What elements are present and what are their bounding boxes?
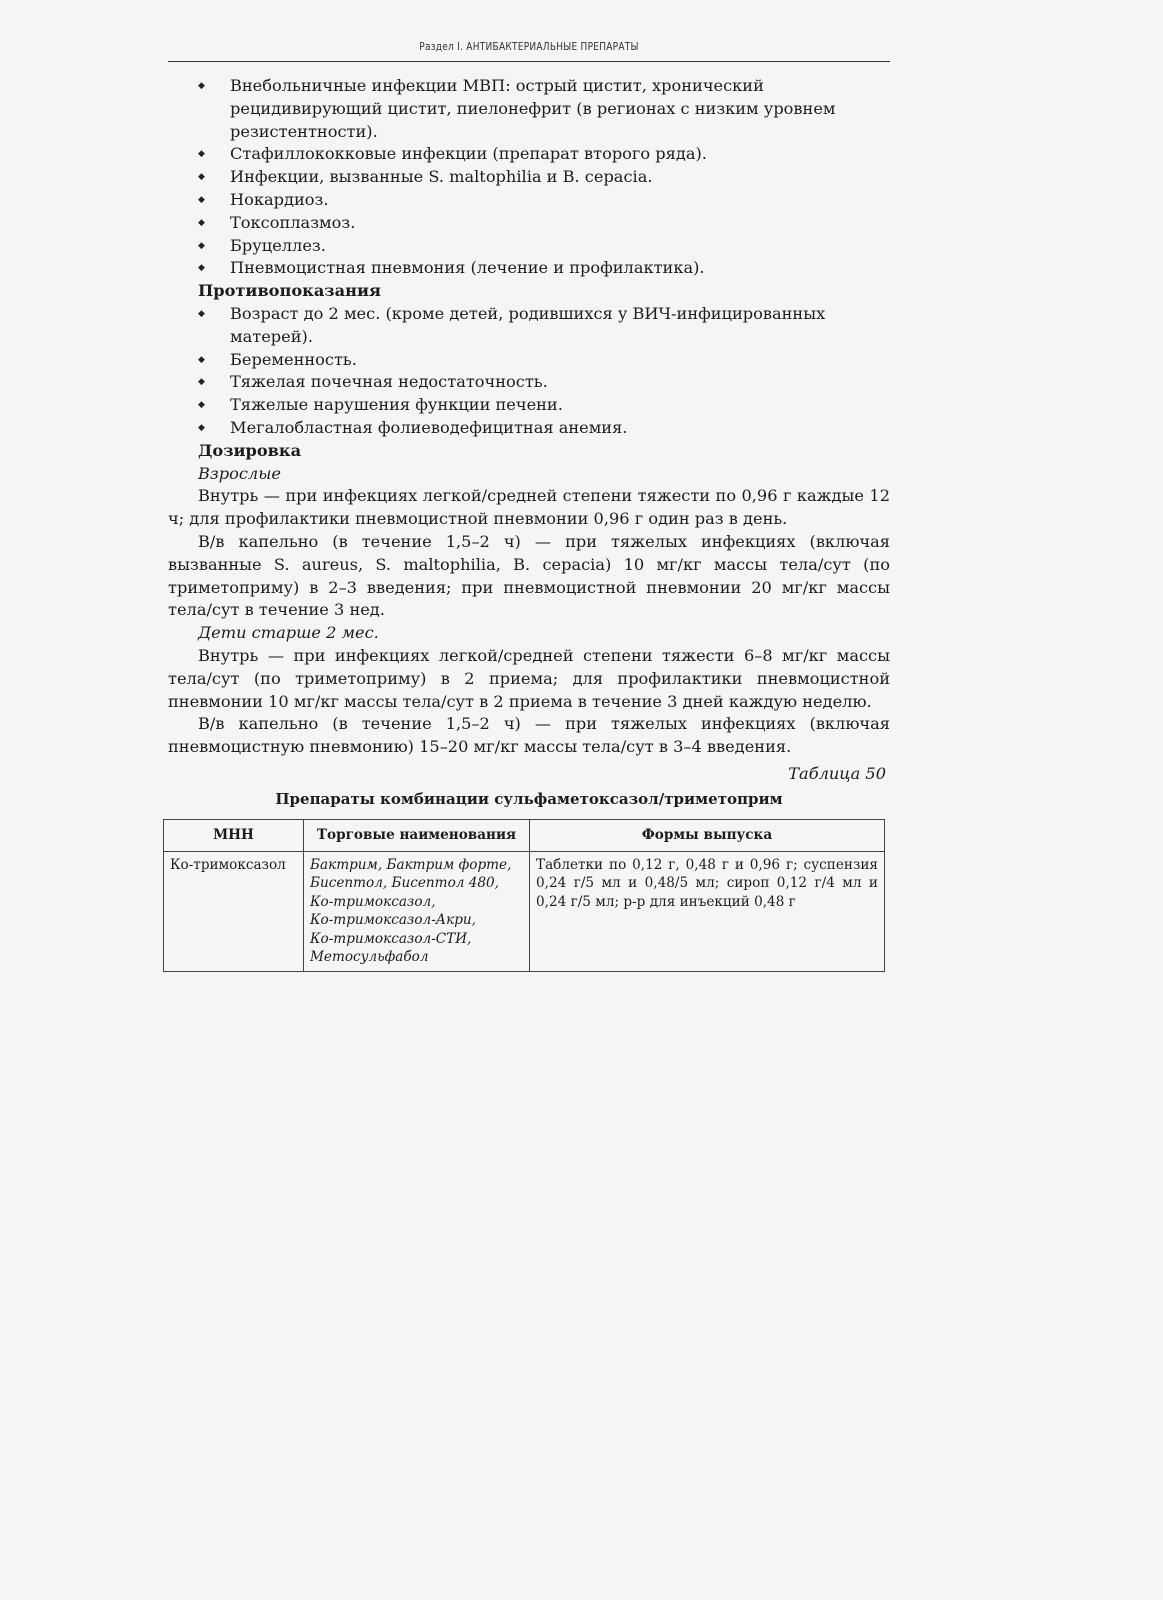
trade-name-line: Бисептол, Бисептол 480, (310, 875, 500, 891)
table-row (164, 851, 885, 971)
trade-name-line: Ко-тримоксазол, (310, 893, 436, 910)
adults-iv-paragraph: В/в капельно (в течение 1,5–2 ч) — при тяжелых инфекциях (включая вызванные S. aureus, S. maltophilia, B. cepacia) 10 мг/кг массы тела/сут (по триметоприму) в 2–3 введения; при пневмоцистной пневмонии 20 мг/кг массы тела/сут в течение 3 нед. (168, 531, 890, 620)
contraindications-heading: Противопоказания (198, 281, 381, 301)
drug-table (163, 819, 885, 972)
list-item: ◆ Беременность. (168, 349, 890, 372)
adults-oral-paragraph: Внутрь — при инфекциях легкой/средней степени тяжести по 0,96 г каждые 12 ч; для профилактики пневмоцистной пневмонии 0,96 г один раз в день. (168, 486, 890, 529)
list-item: ◆ Внебольничные инфекции МВП: острый цистит, хронический рецидивирующий цистит, пиелонефрит (в регионах с низким уровнем резистентности). (168, 75, 890, 143)
children-iv-paragraph: В/в капельно (в течение 1,5–2 ч) — при тяжелых инфекциях (включая пневмоцистную пневмонию) 15–20 мг/кг массы тела/сут в 3–4 введения. (168, 714, 890, 757)
trade-name-line: Ко-тримоксазол-Акри, (310, 912, 476, 928)
list-item: ◆ Токсоплазмоз. (168, 212, 890, 235)
adults-subheading: Взрослые (198, 463, 281, 483)
list-item: ◆ Тяжелые нарушения функции печени. (168, 394, 890, 417)
list-item: ◆ Бруцеллез. (168, 235, 890, 258)
list-item: ◆ Возраст до 2 мес. (кроме детей, родившихся у ВИЧ-инфицированных матерей). (168, 303, 890, 349)
list-item: ◆ Стафиллококковые инфекции (препарат второго ряда). (168, 143, 890, 166)
list-item: ◆ Тяжелая почечная недостаточность. (168, 371, 890, 394)
column-header-trade-names: Торговые наименования (304, 820, 530, 852)
list-item: ◆ Мегалобластная фолиеводефицитная анемия. (168, 417, 890, 440)
cell-forms: Таблетки по 0,12 г, 0,48 г и 0,96 г; суспензия 0,24 г/5 мл и 0,48/5 мл; сироп 0,12 г/4 мл и 0,24 г/5 мл; р-р для инъекций 0,48 г (530, 851, 885, 971)
dosage-heading: Дозировка (198, 440, 302, 460)
list-item: ◆ Инфекции, вызванные S. maltophilia и B. cepacia. (168, 166, 890, 189)
list-item: ◆ Нокардиоз. (168, 189, 890, 212)
column-header-inn: МНН (164, 820, 304, 852)
table-label: Таблица 50 (788, 763, 886, 783)
contraindications-list (168, 303, 890, 440)
list-item: ◆ Пневмоцистная пневмония (лечение и профилактика). (168, 257, 890, 280)
main-content (168, 75, 890, 811)
trade-name-line: Бактрим, Бактрим форте, (310, 856, 512, 873)
children-oral-paragraph: Внутрь — при инфекциях легкой/средней степени тяжести 6–8 мг/кг массы тела/сут (по триметоприму) в 2 приема; для профилактики пневмоцистной пневмонии 10 мг/кг массы тела/сут в 2 приема в течение 3 дней каждую неделю. (168, 645, 890, 711)
header-rule (168, 61, 890, 62)
trade-name-line: Метосульфабол (310, 949, 429, 965)
cell-trade-names (304, 851, 530, 971)
table-header-row (164, 820, 885, 852)
indications-list (168, 75, 890, 280)
cell-inn: Ко-тримоксазол (164, 851, 304, 971)
running-head: Раздел I. АНТИБАКТЕРИАЛЬНЫЕ ПРЕПАРАТЫ (419, 40, 639, 53)
trade-name-line: Ко-тримоксазол-СТИ, (310, 930, 472, 947)
column-header-forms: Формы выпуска (530, 820, 885, 852)
children-subheading: Дети старше 2 мес. (198, 623, 379, 643)
table-title: Препараты комбинации сульфаметоксазол/триметоприм (275, 789, 783, 808)
